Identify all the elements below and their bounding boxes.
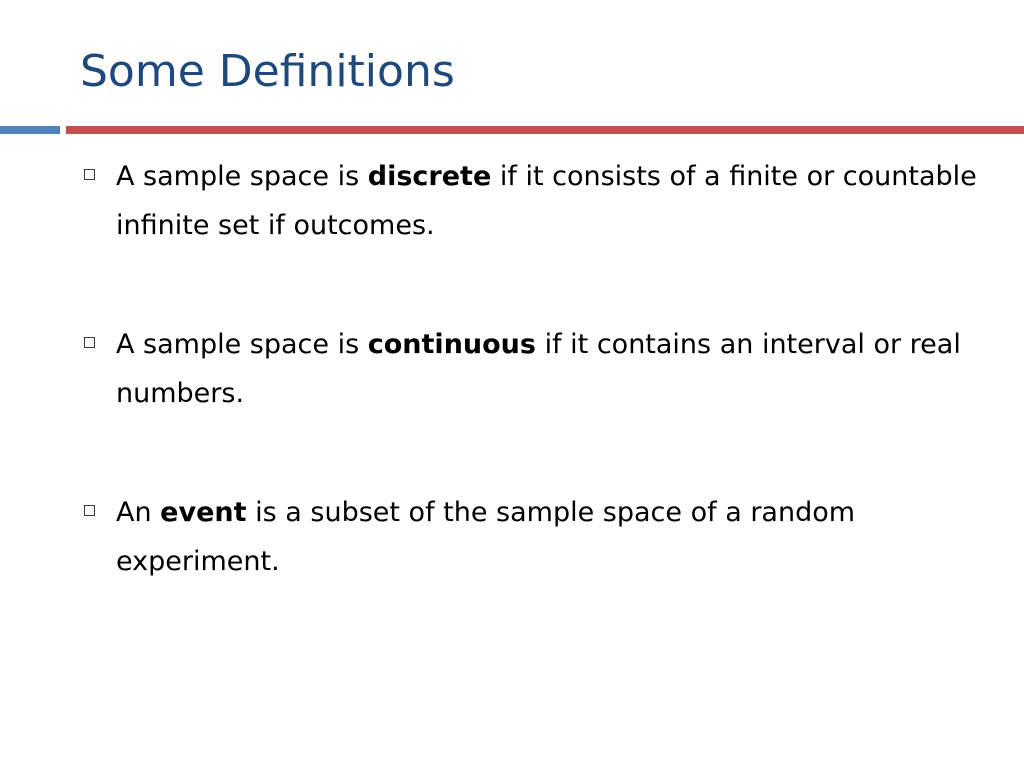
bullet-list	[84, 152, 984, 656]
bullet-text-after: if it contains an interval or real numbers.	[116, 329, 961, 409]
bullet-item-continuous	[84, 320, 984, 418]
hollow-square-bullet-icon	[84, 505, 95, 516]
bullet-item-discrete	[84, 152, 984, 250]
bullet-text-before: A sample space is	[116, 329, 368, 360]
bullet-term-continuous: continuous	[367, 329, 536, 360]
title-divider-blue	[0, 126, 60, 134]
title-divider-red	[66, 126, 1024, 134]
bullet-text-before: An	[116, 497, 161, 528]
bullet-item-event	[84, 488, 984, 586]
hollow-square-bullet-icon	[84, 337, 95, 348]
bullet-term-event: event	[160, 497, 247, 528]
hollow-square-bullet-icon	[84, 169, 95, 180]
bullet-text-before: A sample space is	[116, 161, 368, 192]
bullet-text-after: is a subset of the sample space of a random experiment.	[116, 497, 856, 577]
bullet-text-after: if it consists of a finite or countable infinite set if outcomes.	[116, 161, 977, 241]
slide-title: Some Definitions	[80, 46, 455, 97]
bullet-term-discrete: discrete	[367, 161, 492, 192]
